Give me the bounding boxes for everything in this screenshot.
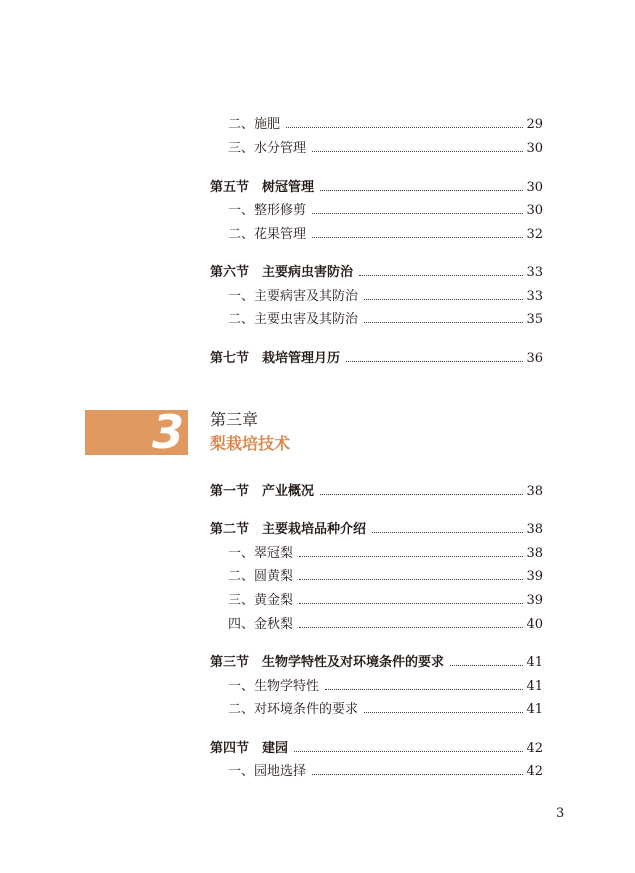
toc-section-page: 30 — [526, 180, 543, 195]
chapter-numeral: 3 — [151, 405, 184, 459]
toc-entry-page: 33 — [526, 289, 543, 304]
toc-section[interactable] — [210, 740, 543, 758]
toc-entry-page: 42 — [526, 764, 543, 779]
chapter-number-block — [85, 405, 188, 459]
toc-entry[interactable] — [228, 678, 543, 696]
toc-section[interactable] — [210, 483, 543, 501]
dot-leader — [450, 665, 523, 666]
dot-leader — [312, 151, 523, 152]
toc-section-page: 38 — [526, 484, 543, 499]
toc-entry-page: 39 — [526, 569, 543, 584]
toc-entry-label: 三、黄金梨 — [228, 593, 294, 608]
toc-entry-label: 一、生物学特性 — [228, 679, 320, 694]
toc-entry-label: 二、圆黄梨 — [228, 569, 294, 584]
chapter-title[interactable]: 梨栽培技术 — [210, 434, 291, 453]
toc-entry-page: 30 — [526, 203, 543, 218]
toc-entry[interactable] — [228, 763, 543, 781]
toc-section-page: 38 — [526, 522, 543, 537]
toc-section-page: 41 — [526, 655, 543, 670]
toc-entry-label: 一、整形修剪 — [228, 203, 307, 218]
dot-leader — [372, 532, 523, 533]
dot-leader — [294, 751, 523, 752]
toc-entry[interactable] — [228, 288, 543, 306]
toc-section-label: 第五节 树冠管理 — [210, 180, 315, 195]
toc-entry[interactable] — [228, 701, 543, 719]
toc-section-label: 第六节 主要病虫害防治 — [210, 265, 354, 280]
toc-entry-label: 二、对环境条件的要求 — [228, 702, 359, 717]
toc-entry-label: 二、主要虫害及其防治 — [228, 312, 359, 327]
toc-entry[interactable] — [228, 202, 543, 220]
toc-section-page: 36 — [526, 351, 543, 366]
dot-leader — [299, 579, 523, 580]
chapter-label: 第三章 — [210, 410, 259, 429]
toc-entry[interactable] — [228, 592, 543, 610]
toc-entry-label: 三、水分管理 — [228, 141, 307, 156]
toc-entry-label: 四、金秋梨 — [228, 617, 294, 632]
toc-entry-label: 一、主要病害及其防治 — [228, 289, 359, 304]
toc-section-label: 第三节 生物学特性及对环境条件的要求 — [210, 655, 445, 670]
toc-section-page: 42 — [526, 741, 543, 756]
toc-section-label: 第七节 栽培管理月历 — [210, 351, 341, 366]
dot-leader — [299, 603, 523, 604]
toc-entry[interactable] — [228, 545, 543, 563]
toc-entry-page: 40 — [526, 617, 543, 632]
toc-entry-page: 41 — [526, 702, 543, 717]
toc-entry[interactable] — [228, 616, 543, 634]
toc-section-label: 第四节 建园 — [210, 741, 289, 756]
toc-entry[interactable] — [228, 311, 543, 329]
dot-leader — [312, 774, 523, 775]
toc-entry-label: 二、花果管理 — [228, 227, 307, 242]
toc-entry[interactable] — [228, 568, 543, 586]
dot-leader — [346, 361, 523, 362]
toc-section-page: 33 — [526, 265, 543, 280]
toc-entry[interactable] — [228, 140, 543, 158]
dot-leader — [299, 556, 523, 557]
toc-entry-page: 30 — [526, 141, 543, 156]
dot-leader — [325, 689, 523, 690]
dot-leader — [299, 627, 523, 628]
toc-entry-page: 41 — [526, 679, 543, 694]
dot-leader — [364, 299, 523, 300]
toc-section[interactable] — [210, 350, 543, 368]
dot-leader — [359, 275, 523, 276]
dot-leader — [364, 322, 523, 323]
toc-entry-label: 一、翠冠梨 — [228, 546, 294, 561]
page-number: 3 — [556, 806, 565, 821]
toc-entry-page: 32 — [526, 227, 543, 242]
toc-entry-page: 38 — [526, 546, 543, 561]
toc-section[interactable] — [210, 521, 543, 539]
dot-leader — [320, 494, 523, 495]
toc-section[interactable] — [210, 654, 543, 672]
toc-entry-page: 35 — [526, 312, 543, 327]
toc-section-label: 第一节 产业概况 — [210, 484, 315, 499]
dot-leader — [320, 190, 523, 191]
toc-entry[interactable] — [228, 116, 543, 134]
dot-leader — [312, 237, 523, 238]
toc-section[interactable] — [210, 264, 543, 282]
toc-entry-page: 39 — [526, 593, 543, 608]
toc-entry-label: 一、园地选择 — [228, 764, 307, 779]
toc-section[interactable] — [210, 179, 543, 197]
dot-leader — [286, 127, 523, 128]
dot-leader — [364, 712, 523, 713]
toc-section-label: 第二节 主要栽培品种介绍 — [210, 522, 367, 537]
toc-entry-page: 29 — [526, 117, 543, 132]
toc-entry[interactable] — [228, 226, 543, 244]
toc-entry-label: 二、施肥 — [228, 117, 281, 132]
dot-leader — [312, 213, 523, 214]
